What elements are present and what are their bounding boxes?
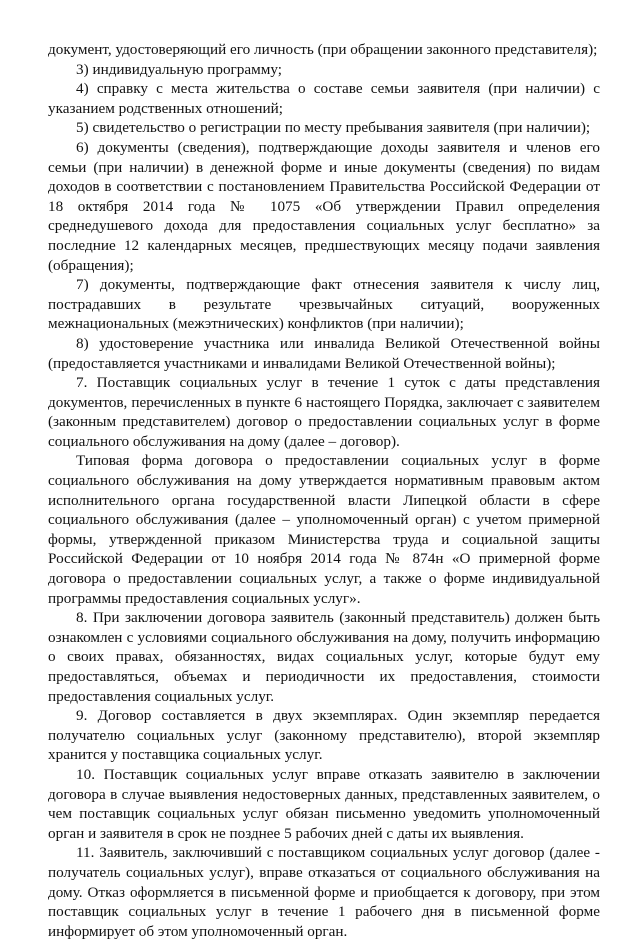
clause-11: 11. Заявитель, заключивший с поставщиком социальных услуг договор (далее - получатель социальных услуг), вправе отказаться от социального обслуживания на дому. Отказ оформляется в письменной форме и приобщается к договору, при этом поставщик социальных услуг в течение 1 рабочего дня в письменной форме информирует об этом уполномоченный орган. — [48, 844, 600, 940]
clause-10: 10. Поставщик социальных услуг вправе отказать заявителю в заключении договора в случае выявления недостоверных данных, представленных заявителем, о чем поставщик социальных услуг обязан письменно уведомить уполномоченный орган и заявителя в срок не позднее 5 рабочих дней с даты их выявления. — [48, 765, 600, 842]
list-item-3: 3) индивидуальную программу; — [76, 60, 282, 78]
paragraph-continuation: документ, удостоверяющий его личность (при обращении законного представителя); — [48, 41, 598, 58]
clause-9: 9. Договор составляется в двух экземплярах. Один экземпляр передается получателю социальных услуг (законному представителю), второй экземпляр хранится у поставщика социальных услуг. — [48, 707, 600, 764]
clause-8: 8. При заключении договора заявитель (законный представитель) должен быть ознакомлен с условиями социального обслуживания на дому, получить информацию о своих правах, обязанностях, видах социальных услуг, которые будут ему предоставляться, объемах и периодичности их предоставления, стоимости предоставления социальных услуг. — [48, 609, 600, 705]
list-item-8: 8) удостоверение участника или инвалида Великой Отечественной войны (предоставляется участниками и инвалидами Великой Отечественной войны); — [48, 334, 600, 372]
clause-7: 7. Поставщик социальных услуг в течение 1 суток с даты представления документов, перечисленных в пункте 6 настоящего Порядка, заключает с заявителем (законным представителем) договор о предоставлении социальных услуг в форме социального обслуживания на дому (далее – договор). — [48, 374, 600, 450]
list-item-7: 7) документы, подтверждающие факт отнесения заявителя к числу лиц, пострадавших в результате чрезвычайных ситуаций, вооруженных межнациональных (межэтнических) конфликтов (при наличии); — [48, 276, 600, 333]
list-item-6: 6) документы (сведения), подтверждающие доходы заявителя и членов его семьи (при наличии) в денежной форме и иные документы (сведения) по видам доходов в соответствии с постановлением Правительства Российской Федерации от 18 октября 2014 года № 1075 «Об утверждении Правил определения среднедушевого дохода для предоставления социальных услуг бесплатно» за последние 12 календарных месяцев, предшествующих месяцу подачи заявления (обращения); — [48, 138, 600, 274]
document-page — [48, 40, 600, 941]
clause-7-contract-form: Типовая форма договора о предоставлении социальных услуг в форме социального обслуживания на дому утверждается нормативным правовым актом исполнительного органа государственной власти Липецкой области в сфере социального обслуживания (далее – уполномоченный орган) с учетом примерной формы, утвержденной приказом Министерства труда и социальной защиты Российской Федерации от 10 ноября 2014 года № 874н «О примерной форме договора о предоставлении социальных услуг, а также о форме индивидуальной программы предоставления социальных услуг». — [48, 452, 600, 607]
list-item-4: 4) справку с места жительства о составе семьи заявителя (при наличии) с указанием родственных отношений; — [48, 80, 600, 117]
list-item-5: 5) свидетельство о регистрации по месту пребывания заявителя (при наличии); — [76, 119, 591, 137]
